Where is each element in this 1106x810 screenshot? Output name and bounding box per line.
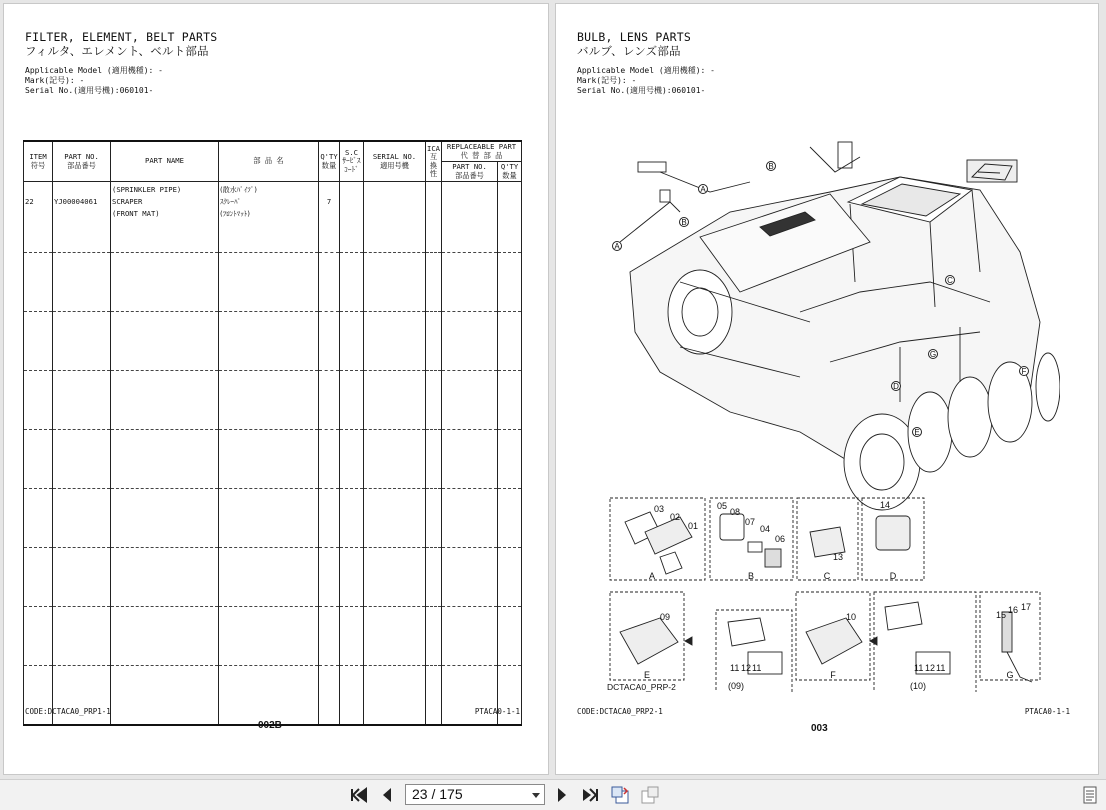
callout-b-2 <box>680 218 689 228</box>
table-row <box>24 312 522 371</box>
serial-number: Serial No.(適用号機):060101- <box>25 86 154 95</box>
svg-text:G: G <box>1006 670 1014 680</box>
next-page-icon[interactable] <box>552 786 572 804</box>
callout-a <box>613 242 622 252</box>
right-title-jp: バルブ、レンズ部品 <box>577 44 681 58</box>
mark: Mark(記号): - <box>25 76 85 85</box>
svg-text:D: D <box>889 571 897 581</box>
svg-text:12: 12 <box>925 663 936 673</box>
table-row <box>24 666 522 726</box>
left-title-jp: フィルタ、エレメント、ベルト部品 <box>25 44 209 58</box>
svg-text:G: G <box>929 350 937 359</box>
callout-a-2 <box>699 185 708 195</box>
rotate-counterclockwise-icon[interactable] <box>640 786 660 804</box>
document-properties-icon[interactable] <box>1080 786 1100 804</box>
svg-text:11: 11 <box>936 663 946 673</box>
header-ica: ICA 互 換 性 <box>426 141 442 182</box>
callout-e <box>913 428 922 438</box>
detail-box-f-sub <box>874 592 976 692</box>
svg-text:A: A <box>614 242 620 251</box>
svg-text:01: 01 <box>688 521 699 531</box>
serial-number: Serial No.(適用号機):060101- <box>577 86 706 95</box>
svg-text:C: C <box>823 571 831 581</box>
svg-text:16: 16 <box>1008 605 1019 615</box>
last-page-icon[interactable] <box>580 786 600 804</box>
callout-b <box>767 162 776 172</box>
callout-f <box>1020 367 1029 377</box>
svg-text:A: A <box>648 571 656 581</box>
svg-text:14: 14 <box>880 500 891 510</box>
machine-illustration <box>600 132 1060 692</box>
row-part-name-jp: (散水ﾊﾟｲﾌﾟ) ｽｸﾚｰﾊﾟ (ﾌﾛﾝﾄﾏｯﾄ) <box>219 182 319 253</box>
callout-c <box>946 276 955 286</box>
svg-text:13: 13 <box>833 552 844 562</box>
detail-box-e-sub <box>716 610 792 692</box>
table-row <box>24 253 522 312</box>
right-page-number: 003 <box>811 723 828 734</box>
row-qty: 7 <box>319 182 340 253</box>
chevron-down-icon <box>532 793 540 798</box>
callout-g <box>929 350 938 360</box>
svg-text:11: 11 <box>752 663 762 673</box>
table-row <box>24 430 522 489</box>
svg-text:A: A <box>700 185 706 194</box>
table-row <box>24 607 522 666</box>
left-page <box>4 4 548 774</box>
right-page <box>556 4 1098 774</box>
right-footer-ref: PTACA0-1-1 <box>1024 707 1070 716</box>
svg-text:(09): (09) <box>728 681 745 691</box>
svg-text:08: 08 <box>730 507 741 517</box>
svg-text:B: B <box>747 571 755 581</box>
table-row <box>24 489 522 548</box>
first-page-icon[interactable] <box>349 786 369 804</box>
left-footer-ref: PTACA0-1-1 <box>474 707 520 716</box>
left-footer-code: CODE:DCTACA0_PRP1-1 <box>25 707 111 716</box>
table-row <box>24 548 522 607</box>
header-replaceable: REPLACEABLE PART 代 替 部 品 <box>442 141 522 162</box>
applicable-model: Applicable Model (適用機種): - <box>577 66 715 75</box>
drawing-code: DCTACA0_PRP-2 <box>607 682 676 692</box>
table-row <box>24 371 522 430</box>
callout-d <box>892 382 901 392</box>
svg-text:B: B <box>768 162 774 171</box>
right-footer-code: CODE:DCTACA0_PRP2-1 <box>577 707 663 716</box>
svg-text:D: D <box>893 382 899 391</box>
header-serial-no: SERIAL NO. 適用号機 <box>364 141 426 182</box>
header-sc: S.C ｻｰﾋﾞｽ ｺｰﾄﾞ <box>340 141 364 182</box>
header-rep-qty: Q'TY 数量 <box>498 162 522 182</box>
svg-text:12: 12 <box>741 663 752 673</box>
svg-text:07: 07 <box>745 517 756 527</box>
row-part-no: YJ00004061 <box>53 182 111 253</box>
left-page-meta <box>25 66 163 96</box>
svg-text:17: 17 <box>1021 602 1032 612</box>
svg-text:09: 09 <box>660 612 671 622</box>
header-rep-part-no: PART NO. 部品番号 <box>442 162 498 182</box>
svg-text:C: C <box>947 276 953 285</box>
right-page-title <box>577 30 691 58</box>
svg-text:15: 15 <box>996 610 1007 620</box>
header-part-name-jp: 部 品 名 <box>219 141 319 182</box>
table-row <box>24 182 522 253</box>
svg-text:B: B <box>681 218 687 227</box>
left-title-en: FILTER, ELEMENT, BELT PARTS <box>25 30 218 44</box>
header-part-name: PART NAME <box>111 141 219 182</box>
rotate-clockwise-icon[interactable] <box>610 786 630 804</box>
applicable-model: Applicable Model (適用機種): - <box>25 66 163 75</box>
svg-text:05: 05 <box>717 501 728 511</box>
svg-text:04: 04 <box>760 524 771 534</box>
left-page-title <box>25 30 217 58</box>
header-qty: Q'TY 数量 <box>319 141 340 182</box>
svg-text:11: 11 <box>730 663 740 673</box>
svg-text:E: E <box>914 428 920 437</box>
svg-text:(10): (10) <box>910 681 927 691</box>
page-indicator: 23 / 175 <box>412 786 463 802</box>
svg-text:F: F <box>1021 367 1027 376</box>
svg-text:11: 11 <box>914 663 924 673</box>
svg-text:02: 02 <box>670 512 681 522</box>
viewer-toolbar <box>0 779 1106 810</box>
page-number-select[interactable] <box>405 784 545 805</box>
right-title-en: BULB, LENS PARTS <box>577 30 691 44</box>
svg-text:06: 06 <box>775 534 786 544</box>
header-item: ITEM 符号 <box>24 141 53 182</box>
parts-table <box>23 140 522 726</box>
svg-text:10: 10 <box>846 612 857 622</box>
svg-text:F: F <box>830 670 836 680</box>
left-page-number: 002B <box>258 720 282 731</box>
mark: Mark(記号): - <box>577 76 637 85</box>
svg-text:E: E <box>643 670 651 680</box>
svg-text:03: 03 <box>654 504 665 514</box>
right-page-meta <box>577 66 715 96</box>
row-item: 22 <box>24 182 53 253</box>
prev-page-icon[interactable] <box>377 786 397 804</box>
header-part-no: PART NO. 部品番号 <box>53 141 111 182</box>
row-part-name: (SPRINKLER PIPE) SCRAPER (FRONT MAT) <box>111 182 219 253</box>
orientation-sketch-icon <box>967 160 1017 182</box>
